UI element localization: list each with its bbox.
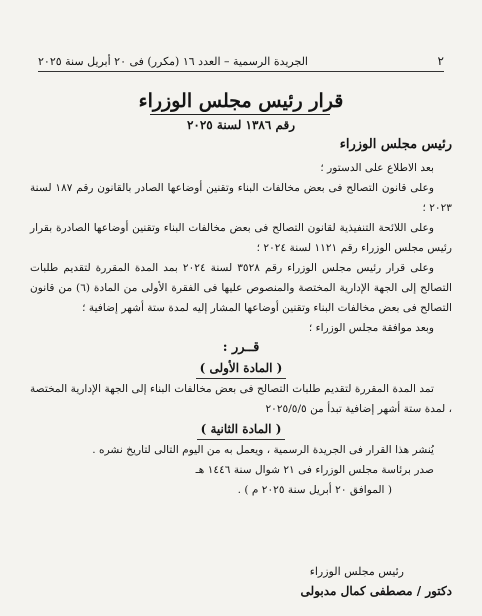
corresponding-date: ( الموافق ٢٠ أبريل سنة ٢٠٢٥ م ) . <box>237 484 392 496</box>
running-header <box>38 48 444 72</box>
signatory-title: رئيس مجلس الوزراء <box>309 565 404 578</box>
issued-line: صدر برئاسة مجلس الوزراء فى ٢١ شوال سنة ١٤٤٦ هـ <box>195 464 434 476</box>
running-title: الجريدة الرسمية – العدد ١٦ (مكرر) فى ٢٠ أبريل سنة ٢٠٢٥ <box>38 55 308 68</box>
preamble-line: بعد الاطلاع على الدستور ؛ <box>320 162 434 174</box>
decree-number: رقم ١٣٨٦ لسنة ٢٠٢٥ <box>186 118 296 132</box>
title-underline <box>150 114 330 115</box>
article-heading <box>30 419 452 440</box>
signatory-name: دكتور / مصطفى كمال مدبولى <box>300 584 452 598</box>
article-1-text: تمد المدة المقررة لتقديم طلبات التصالح فى بعض مخالفات البناء إلى الجهة الإدارية المختصة ، لمدة ستة أشهر إضافية تبدأ من ٢٠٢٥/٥/٥ <box>30 383 452 415</box>
article-2-heading: ( المادة الثانية ) <box>197 419 286 440</box>
decree-body <box>30 158 452 500</box>
page-number: ٢ <box>437 54 444 68</box>
article-1-heading: ( المادة الأولى ) <box>196 358 287 379</box>
preamble-line: وعلى اللائحة التنفيذية لقانون التصالح فى بعض مخالفات البناء وتقنين أوضاعها الصادرة بقرار رئيس مجلس الوزراء رقم ١١٢١ لسنة ٢٠٢٤ ؛ <box>30 222 452 254</box>
article-heading <box>30 358 452 379</box>
issuer-heading: رئيس مجلس الوزراء <box>339 137 452 152</box>
article-2-text: يُنشر هذا القرار فى الجريدة الرسمية ، ويعمل به من اليوم التالى لتاريخ نشره . <box>92 444 434 456</box>
decree-title: قرار رئيس مجلس الوزراء <box>138 90 344 112</box>
preamble-line: وبعد موافقة مجلس الوزراء ؛ <box>308 322 434 334</box>
decree-word: قــرر : <box>222 340 260 355</box>
preamble-line: وعلى قانون التصالح فى بعض مخالفات البناء وتقنين أوضاعها الصادر بالقانون رقم ١٨٧ لسنة ٢٠٢٣ ؛ <box>30 182 452 214</box>
preamble-line: وعلى قرار رئيس مجلس الوزراء رقم ٣٥٢٨ لسنة ٢٠٢٤ بمد المدة المقررة لتقديم طلبات التصالح إلى الجهة الإدارية المختصة والمنصوص عليها فى الفقرة الأولى من المادة (٦) من قانون التصالح فى بعض مخالفات البناء وتقنين أوضاعها المشار إليه لمدة ستة أشهر إضافية ؛ <box>30 262 452 314</box>
